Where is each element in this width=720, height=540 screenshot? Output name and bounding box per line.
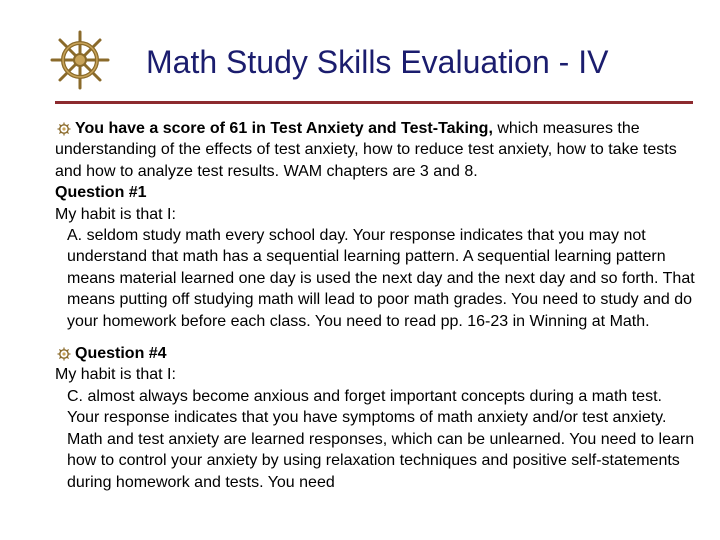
ships-wheel-bullet-icon bbox=[57, 122, 71, 136]
habit-line-4: My habit is that I: bbox=[55, 366, 176, 384]
question-heading-4: Question #4 bbox=[75, 345, 167, 363]
question-heading-1: Question #1 bbox=[55, 184, 147, 202]
ships-wheel-icon bbox=[50, 30, 110, 90]
score-lead: You have a score of 61 in Test Anxiety and Test-Taking, bbox=[75, 120, 493, 137]
score-body: which measures the understanding of the effects of test anxiety, how to reduce test anxiety, how to take tests and how to analyze test results. WAM chapters are 3 and 8. bbox=[55, 120, 677, 180]
answer-text-1: A. seldom study math every school day. Your response indicates that you may not understand that math has a sequential learning pattern. A sequential learning pattern means material learned one day is used the next day and the next day and so forth. That means putting off studying math will lead to poor math grades. You need to study and do your homework before each class. You need to read pp. 16-23 in Winning at Math. bbox=[67, 227, 695, 330]
score-text bbox=[55, 118, 695, 182]
answer-text-4: C. almost always become anxious and forget important concepts during a math test. Your response indicates that you have symptoms of math anxiety and/or test anxiety. Math and test anxiety are learned responses, which can be unlearned. You need to learn how to control your anxiety by using relaxation techniques and positive self-statements during homework and tests. You need bbox=[67, 387, 695, 491]
slide-title: Math Study Skills Evaluation - IV bbox=[146, 44, 609, 80]
evaluation-paragraph-1 bbox=[55, 118, 695, 332]
habit-line-1: My habit is that I: bbox=[55, 205, 176, 223]
title-divider bbox=[55, 101, 693, 104]
slide-content bbox=[55, 118, 695, 493]
evaluation-paragraph-2 bbox=[55, 343, 695, 493]
ships-wheel-bullet-icon bbox=[57, 347, 71, 361]
